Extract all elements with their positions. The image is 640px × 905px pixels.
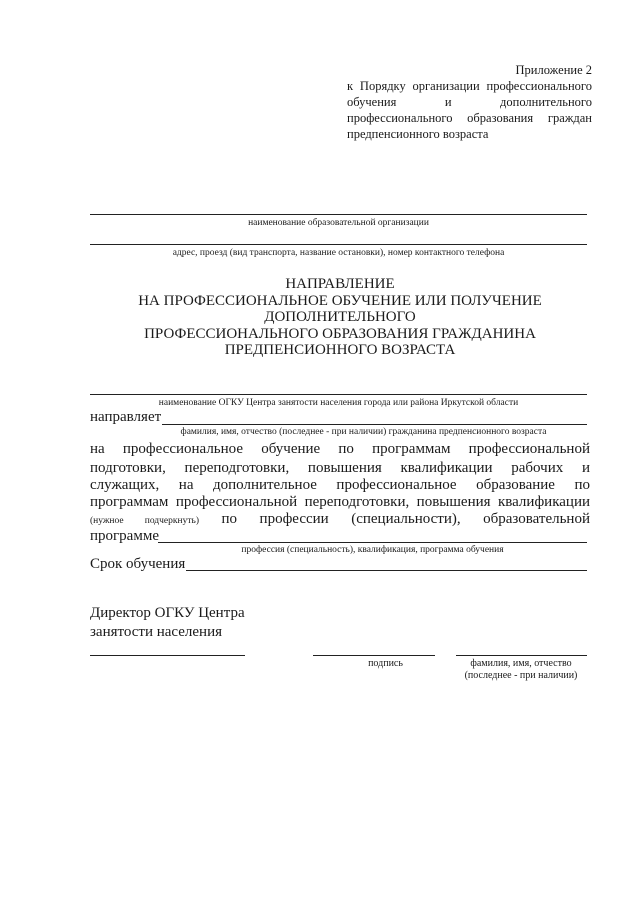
org-name-caption: наименование образовательной организации (248, 218, 429, 228)
director-name-line (90, 655, 245, 656)
body-line-5-rest: по профессии (специальности), образовательной (221, 511, 590, 527)
fullname-line (456, 655, 587, 656)
appendix-text: к Порядку организации профессионального обучения и дополнительного профессионального образования граждан предпенсионного возраста (347, 79, 592, 141)
center-name-line (90, 394, 587, 395)
signature-line (313, 655, 435, 656)
body-line-3: служащих, на дополнительное профессиональное образование по (90, 477, 590, 493)
body-line-2: подготовки, переподготовки, повышения квалификации рабочих и (90, 460, 590, 476)
underline-note: (нужное подчеркнуть) (90, 516, 199, 526)
heading-line-5: ПРЕДПЕНСИОННОГО ВОЗРАСТА (224, 342, 456, 358)
appendix-title: Приложение 2 (515, 63, 592, 77)
address-line (90, 244, 587, 245)
signature-caption: подпись (368, 658, 403, 669)
program-line (158, 542, 587, 543)
director-line-2: занятости населения (90, 624, 223, 640)
heading-line-2: НА ПРОФЕССИОНАЛЬНОЕ ОБУЧЕНИЕ ИЛИ ПОЛУЧЕНИЕ (138, 292, 542, 309)
fullname-caption-line-1: фамилия, имя, отчество (470, 658, 572, 669)
person-name-line (162, 424, 587, 425)
fullname-caption (446, 658, 596, 682)
heading-line-4: ПРОФЕССИОНАЛЬНОГО ОБРАЗОВАНИЯ ГРАЖДАНИНА (144, 325, 536, 342)
appendix-block (347, 62, 592, 142)
person-name-caption: фамилия, имя, отчество (последнее - при наличии) гражданина предпенсионного возраста (180, 427, 547, 437)
sends-label: направляет (90, 409, 162, 425)
duration-line (186, 570, 587, 571)
program-caption: профессия (специальность), квалификация, программа обучения (241, 545, 504, 555)
heading-line-1: НАПРАВЛЕНИЕ (285, 276, 395, 292)
document-heading (90, 276, 590, 359)
director-line-1: Директор ОГКУ Центра (90, 605, 245, 621)
duration-label: Срок обучения (90, 556, 186, 572)
fullname-caption-line-2: (последнее - при наличии) (464, 670, 578, 681)
center-name-caption: наименование ОГКУ Центра занятости населения города или района Иркутской области (158, 398, 519, 408)
heading-line-3: ДОПОЛНИТЕЛЬНОГО (264, 309, 416, 325)
body-line-1: на профессиональное обучение по программам профессиональной (90, 441, 590, 457)
body-line-4: программам профессиональной переподготовки, повышения квалификации (90, 494, 590, 510)
director-title (90, 604, 245, 642)
org-name-line (90, 214, 587, 215)
program-label: программе (90, 528, 159, 544)
address-caption: адрес, проезд (вид транспорта, название остановки), номер контактного телефона (172, 248, 505, 258)
